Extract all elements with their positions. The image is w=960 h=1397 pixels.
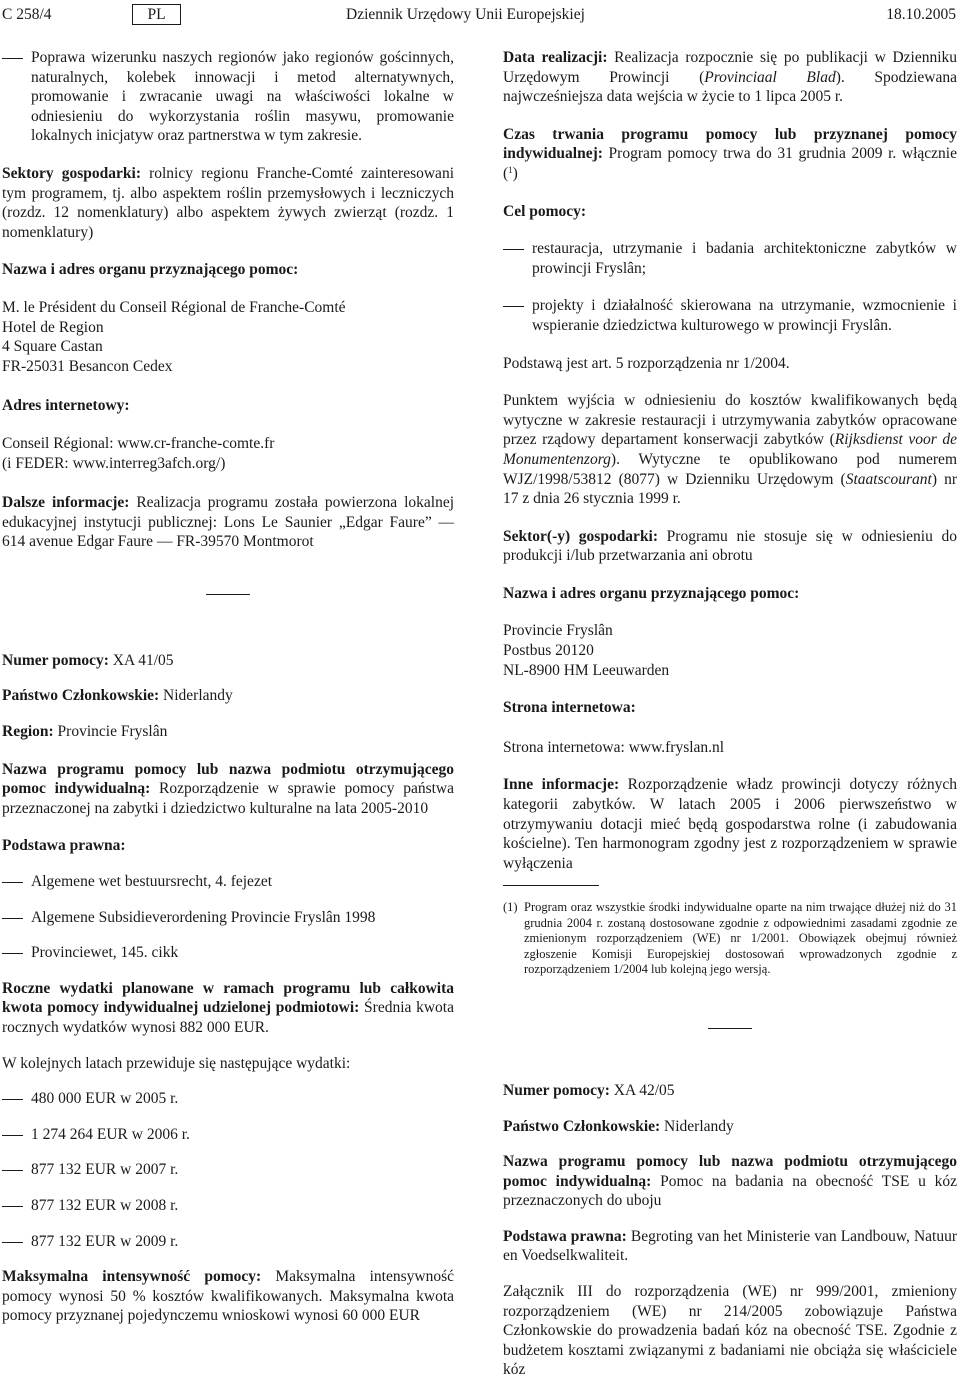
expense-item: 877 132 EUR w 2008 r. bbox=[2, 1196, 454, 1216]
right-column bbox=[503, 48, 957, 1380]
authority-address: M. le Président du Conseil Régional de Franche-Comté Hotel de Region 4 Square Castan FR-25031 Besancon Cedex bbox=[2, 298, 346, 375]
annual-expenditure: Roczne wydatki planowane w ramach programu lub całkowita kwota pomocy indywidualnej udzielonej podmiotowi: Średnia kwota rocznych wydatków wynosi 882 000 EUR. bbox=[2, 979, 454, 1036]
more-info-paragraph: Dalsze informacje: Realizacja programu została powierzona lokalnej edukacyjnej instytucji publicznej: Lons Le Saunier „Edgar Faure” — 614 avenue Edgar Faure — FR-39570 Montmorot bbox=[2, 494, 455, 551]
sectors-text: rolnicy regionu Franche-Comté zainteresowani tym programem, tj. albo aspektem roślin przemysłowych i leczniczych (rozdz. 12 nomenklatury) albo aspektem żywych zwierząt (rozdz. 1 nomenklatury) bbox=[2, 164, 454, 241]
intro-dash-item: Poprawa wizerunku naszych regionów jako regionów gościnnych, naturalnych, kolebek innowacji i metod alternatywnych, promowanie i zwracanie uwagi na właściwości lokalne w odniesieniu do wykorzystania roślin masywu, promowanie lokalnych inicjatyw oraz partnerstwa w tym zakresie. bbox=[2, 48, 454, 146]
duration: Czas trwania programu pomocy lub przyznanej pomocy indywidualnej: Program pomocy trwa do 31 grudnia 2009 r. włącznie ($^1$) bbox=[503, 125, 957, 182]
authority-address: Provincie Fryslân Postbus 20120 NL-8900 HM Leeuwarden bbox=[503, 622, 670, 679]
footnote-rule bbox=[503, 885, 599, 886]
expense-item: 877 132 EUR w 2007 r. bbox=[2, 1160, 454, 1180]
aid-number: Numer pomocy: XA 41/05 bbox=[2, 651, 174, 669]
authority-heading: Nazwa i adres organu przyznającego pomoc: bbox=[503, 584, 800, 602]
aid-number: Numer pomocy: XA 42/05 bbox=[503, 1081, 675, 1099]
scheme-name: Nazwa programu pomocy lub nazwa podmiotu otrzymującego pomoc indywidualną: Pomoc na badania na obecność TSE u kóz przeznaczonych do uboju bbox=[503, 1153, 958, 1210]
expense-item: 480 000 EUR w 2005 r. bbox=[2, 1089, 454, 1109]
implementation-date: Data realizacji: Realizacja rozpocznie się po publikacji w Dzienniku Urzędowym Prowincji (Provinciaal Blad). Spodziewana najwcześniejsza data wejścia w życie to 1 lipca 2005 r. bbox=[503, 49, 958, 106]
legal-item: Provinciewet, 145. cikk bbox=[2, 943, 454, 963]
issue-date: 18.10.2005 bbox=[886, 6, 956, 23]
annex-paragraph: Załącznik III do rozporządzenia (WE) nr 999/2001, zmieniony rozporządzeniem (WE) nr 214/2005 zobowiązuje Państwa Członkowskie do prowadzenia badań kóz na obecność TSE. Zgodnie z budżetem kosztami związanymi z badaniami nie obciąża się właściciele kóz bbox=[503, 1283, 957, 1379]
web-heading: Adres internetowy: bbox=[2, 397, 130, 415]
web-link-feder: (i FEDER: www.interreg3afch.org/) bbox=[2, 454, 226, 472]
legal-basis: Podstawa prawna: Begroting van het Ministerie van Landbouw, Natuur en Voedselkwaliteit. bbox=[503, 1227, 958, 1265]
authority-heading: Nazwa i adres organu przyznającego pomoc: bbox=[2, 261, 299, 279]
member-state: Państwo Członkowskie: Niderlandy bbox=[503, 1117, 734, 1135]
section-separator bbox=[206, 594, 250, 595]
website-heading: Strona internetowa: bbox=[503, 699, 636, 717]
aim-item: restauracja, utrzymanie i badania architektoniczne zabytków w prowincji Fryslân; bbox=[503, 239, 957, 278]
language-box: PL bbox=[132, 4, 181, 25]
other-info: Inne informacje: Rozporządzenie władz prowincji dotyczy różnych kategorii zabytków. W latach 2005 i 2006 pierwszeństwo w otrzymywaniu dotacji mieć będą gospodarstwa rolne (i zabudowania kościelne). Ten harmonogram zgodny jest z rozporządzeniem w sprawie wyłączenia bbox=[503, 776, 957, 872]
web-link-council: Conseil Régional: www.cr-franche-comte.fr bbox=[2, 434, 275, 452]
sectors-paragraph bbox=[2, 164, 454, 242]
next-years-intro: W kolejnych latach przewiduje się następujące wydatki: bbox=[2, 1054, 351, 1072]
website-line: Strona internetowa: www.fryslan.nl bbox=[503, 738, 725, 756]
footnote-ref: 1 bbox=[508, 164, 513, 175]
expense-item: 877 132 EUR w 2009 r. bbox=[2, 1232, 454, 1252]
section-separator bbox=[708, 1028, 752, 1029]
aim-item: projekty i działalność skierowana na utrzymanie, wzmocnienie i wspieranie dziedzictwa kulturowego w prowincji Fryslân. bbox=[503, 296, 957, 335]
web-links bbox=[2, 434, 454, 473]
economic-sector: Sektor(-y) gospodarki: Programu nie stosuje się w odniesieniu do produkcji i/lub przetwarzania ani obrotu bbox=[503, 527, 957, 565]
region: Region: Provincie Fryslân bbox=[2, 723, 168, 741]
member-state: Państwo Członkowskie: Niderlandy bbox=[2, 687, 233, 705]
max-intensity: Maksymalna intensywność pomocy: Maksymalna intensywność pomocy wynosi 50 % kosztów kwalifikowanych. Maksymalna kwota pomocy przyznanej pojedynczemu wnioskowi wynosi 60 000 EUR bbox=[2, 1268, 454, 1325]
eligible-costs: Punktem wyjścia w odniesieniu do kosztów kwalifikowanych będą wytyczne w zakresie restauracji i utrzymywania zabytków opracowane przez rządowy departament konserwacji zabytków (Rijksdienst voor de Monumentenzorg). Wytyczne te opublikowano pod numerem WJZ/1998/53812 (8077) w Dzienniku Urzędowym (Staatscourant) nr 17 z dnia 26 stycznia 1999 r. bbox=[503, 392, 957, 508]
basis-article: Podstawą jest art. 5 rozporządzenia nr 1/2004. bbox=[503, 354, 790, 372]
left-column bbox=[2, 48, 454, 1326]
aim-heading: Cel pomocy: bbox=[503, 202, 587, 220]
scheme-name: Nazwa programu pomocy lub nazwa podmiotu otrzymującego pomoc indywidualną: Rozporządzenie w sprawie pomocy państwa przeznaczonej na zabytki i dziedzictwo kulturalne na lata 2005-2010 bbox=[2, 760, 454, 817]
footnote: (1) Program oraz wszystkie środki indywidualne oparte na nim trwające dłużej niż do 31 grudnia 2004 r. zostaną dostosowane zgodnie z odpowiednimi zasadami zgodnie ze zmienionym rozporządzeniem (WE) nr 1/2001. Obowiązek obejmuj również zgłoszenie Komisji Europejskiej dostosowań wprowadzonych zgodnie z rozporządzeniem 1/2004 lub kolejną jego wersją. bbox=[503, 900, 957, 977]
legal-item: Algemene Subsidieverordening Provincie Fryslân 1998 bbox=[2, 908, 454, 928]
page-number: C 258/4 bbox=[2, 6, 52, 23]
legal-basis-heading: Podstawa prawna: bbox=[2, 837, 126, 855]
legal-item: Algemene wet bestuursrecht, 4. fejezet bbox=[2, 872, 454, 892]
journal-title: Dziennik Urzędowy Unii Europejskiej bbox=[346, 6, 585, 23]
sectors-label: Sektory gospodarki: bbox=[2, 164, 141, 182]
page-header bbox=[0, 2, 960, 28]
expense-item: 1 274 264 EUR w 2006 r. bbox=[2, 1125, 454, 1145]
footnote-label: (1) bbox=[503, 900, 518, 915]
